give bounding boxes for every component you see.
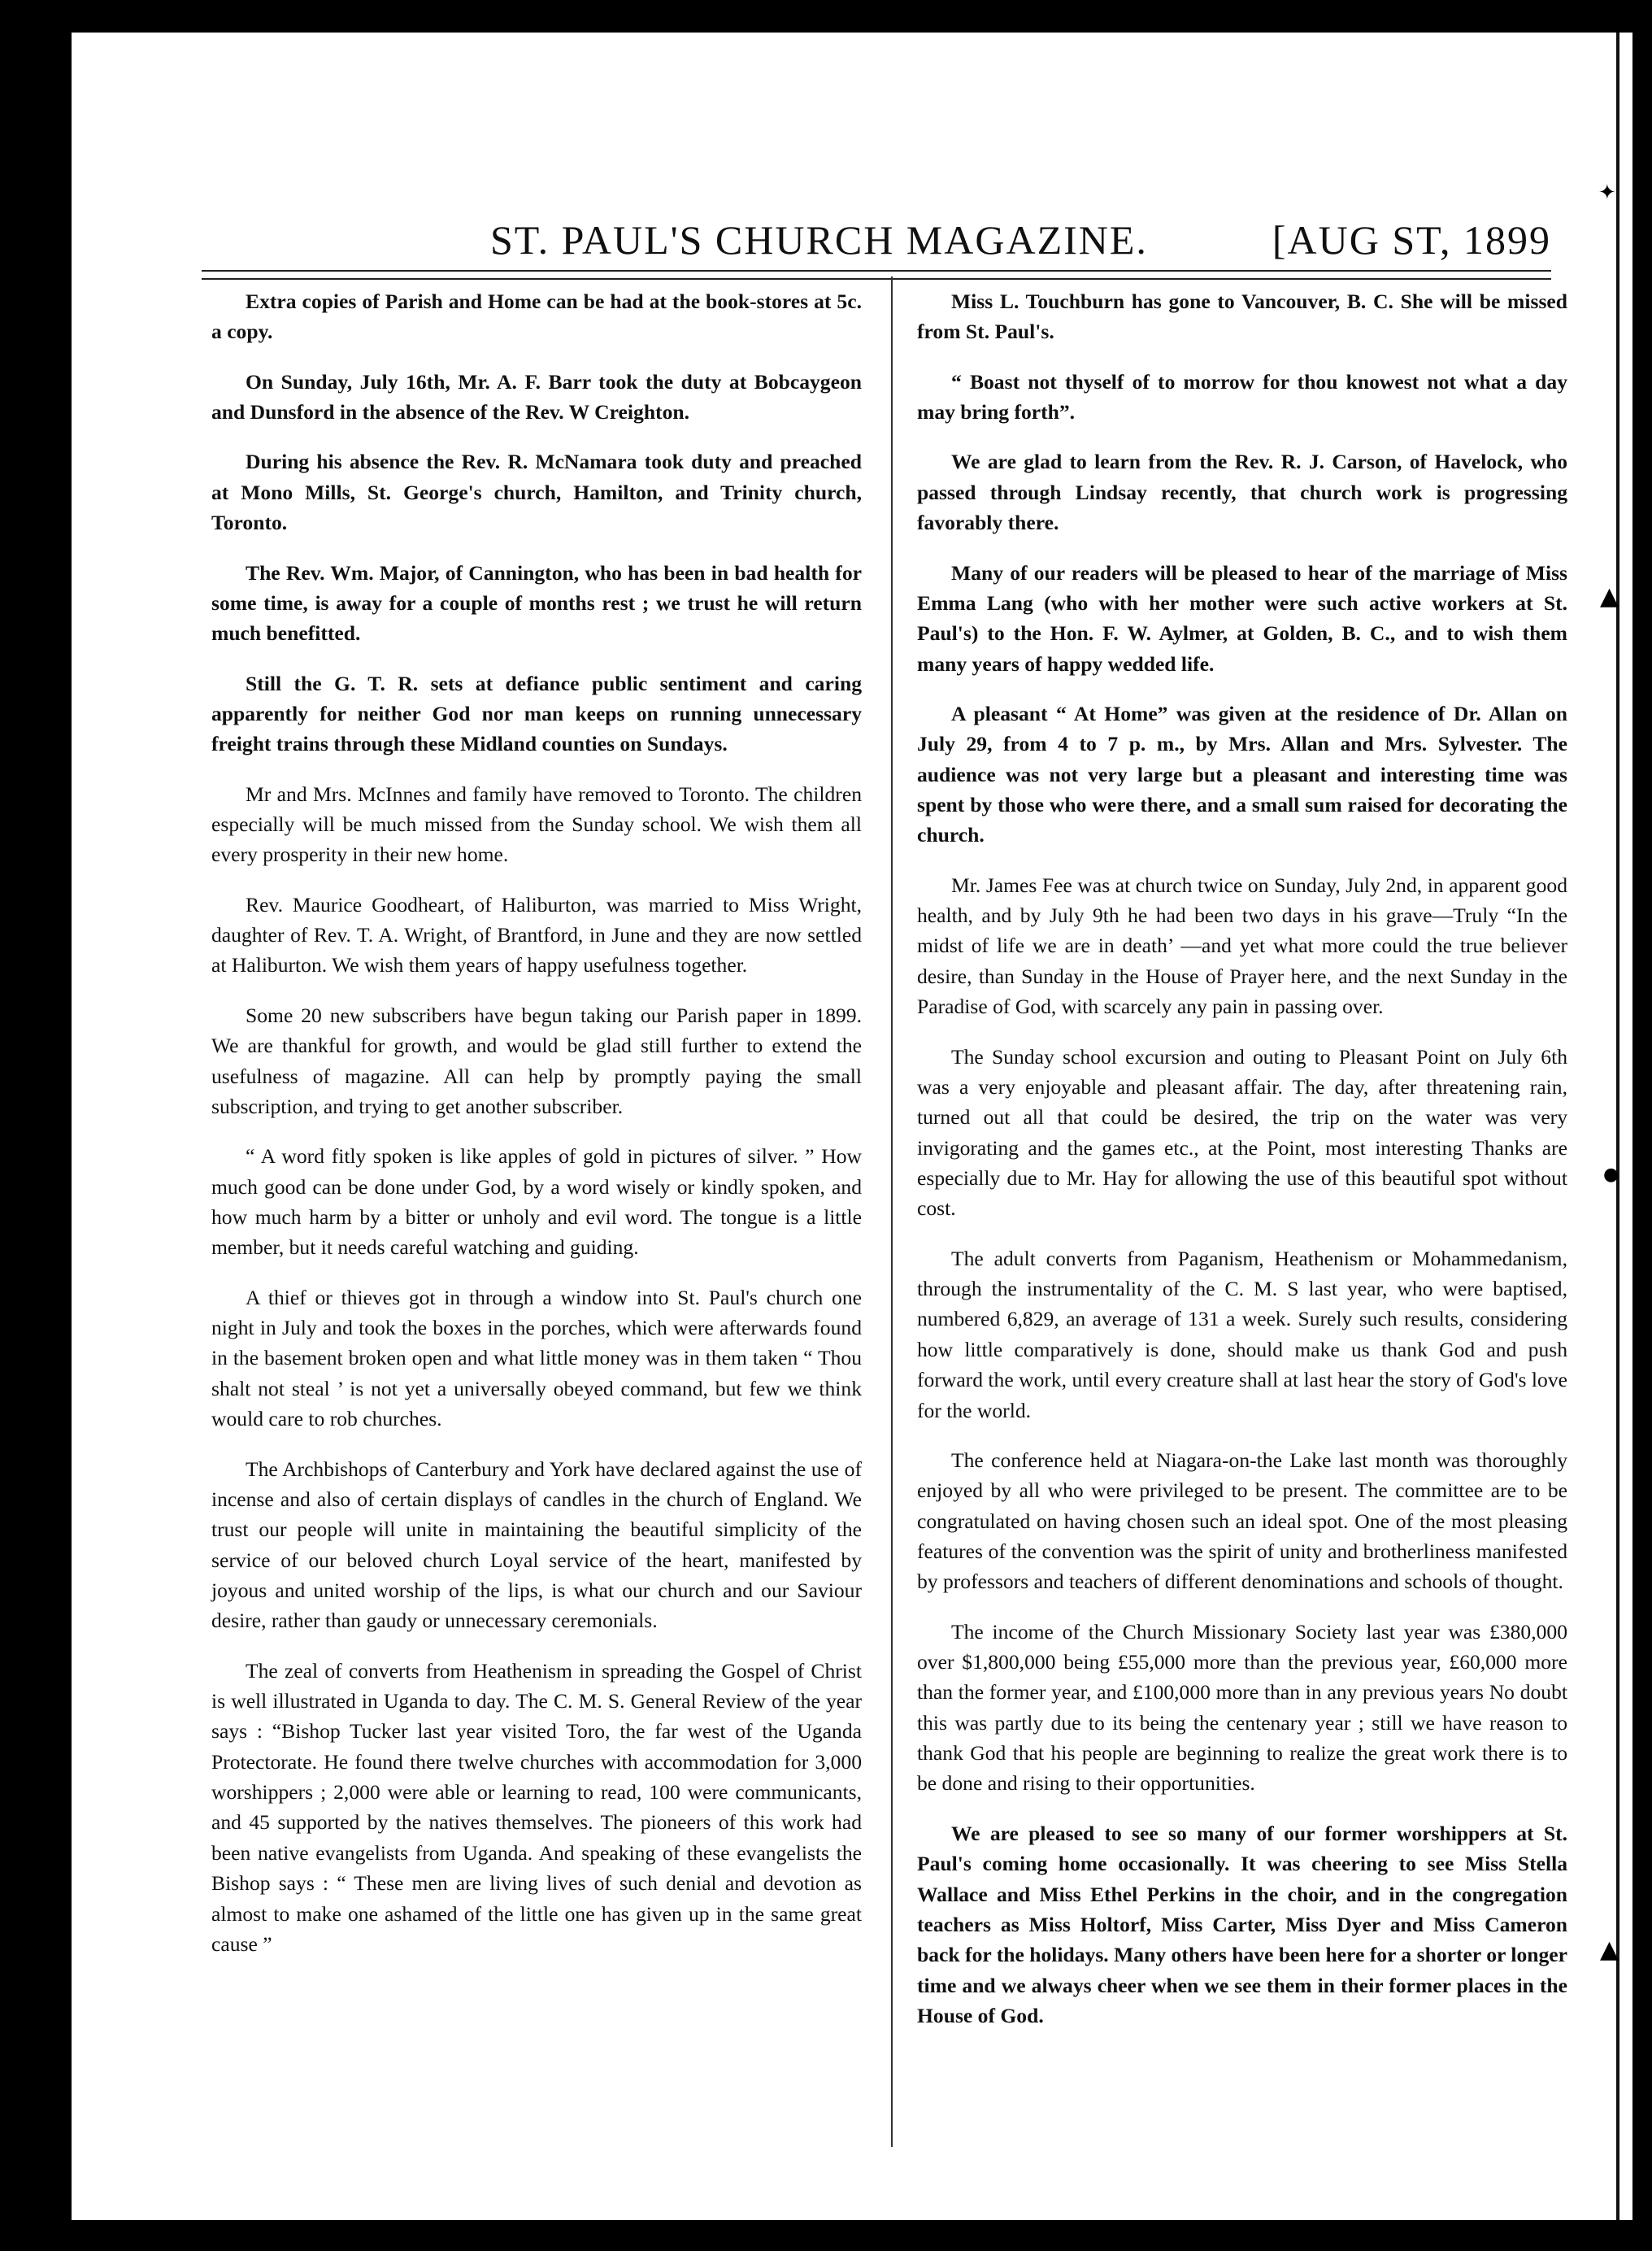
paragraph: Extra copies of Parish and Home can be had at the book-stores at 5c. a copy.	[211, 290, 862, 344]
paragraph: Still the G. T. R. sets at defiance public sentiment and caring apparently for neither God nor man keeps on running unnecessary freight trains through these Midland counties on Sundays.	[211, 671, 862, 756]
paragraph: We are pleased to see so many of our former worshippers at St. Paul's coming home occasionally. It was cheering to see Miss Stella Wallace and Miss Ethel Perkins in the choir, and in the congregation teachers as Miss Holtorf, Miss Carter, Miss Dyer and Miss Cameron back for the holidays. Many others have been here for a shorter or longer time and we always cheer when we see them in their former places in the House of God.	[917, 1821, 1567, 2027]
edge-dot-icon: ●	[1603, 1165, 1619, 1185]
paragraph: The Rev. Wm. Major, of Cannington, who has been in bad health for some time, is away for a couple of months rest ; we trust he will return much benefitted.	[211, 560, 862, 646]
issue-date: [AUG ST, 1899	[1272, 217, 1551, 263]
magazine-title: ST. PAUL'S CHURCH MAGAZINE.	[490, 217, 1148, 263]
paragraph: The conference held at Niagara-on-the Lake last month was thoroughly enjoyed by all who were privileged to be present. The committee are to be congratulated on having chosen such an ideal spot. One of the most pleasing features of the convention was the spirit of unity and brotherliness manifested by professors and teachers of different denominations and schools of thought.	[917, 1448, 1567, 1594]
edge-arrow-icon: ▲	[1600, 582, 1619, 611]
paragraph: The income of the Church Missionary Society last year was £380,000 over $1,800,000 being £55,000 more than the previous year, £60,000 more than the former year, and £100,000 more than in any previous years No doubt this was partly due to its being the centenary year ; still we have reason to thank God that his people are beginning to realize the great work there is to be done and rising to their opportunities.	[917, 1619, 1567, 1796]
edge-arrow-icon: ▲	[1600, 1935, 1619, 1964]
paragraph: During his absence the Rev. R. McNamara took duty and preached at Mono Mills, St. George's church, Hamilton, and Trinity church, Toronto.	[211, 450, 862, 535]
paragraph: We are glad to learn from the Rev. R. J. Carson, of Havelock, who passed through Lindsay recently, that church work is progressing favorably there.	[917, 450, 1567, 535]
paragraph: A thief or thieves got in through a window into St. Paul's church one night in July and took the boxes in the porches, which were afterwards found in the basement broken open and what little money was in them taken “ Thou shalt not steal ’ is not yet a universally obeyed command, but few we think would care to rob churches.	[211, 1285, 862, 1431]
paragraph: The Sunday school excursion and outing to Pleasant Point on July 6th was a very enjoyable and pleasant affair. The day, after threatening rain, turned out all that could be desired, the trip on the water was very invigorating and the games etc., at the Point, most interesting Thanks are especially due to Mr. Hay for allowing the use of this beautiful spot without cost.	[917, 1044, 1567, 1221]
masthead	[202, 187, 1551, 268]
paragraph: Rev. Maurice Goodheart, of Haliburton, was married to Miss Wright, daughter of Rev. T. A. Wright, of Brantford, in June and they are now settled at Haliburton. We wish them years of happy usefulness together.	[211, 892, 862, 977]
paragraph: The adult converts from Paganism, Heathenism or Mohammedanism, through the instrumentality of the C. M. S last year, who were baptised, numbered 6,829, an average of 131 a week. Surely such results, considering how little comparatively is done, should make us thank God and push forward the work, until every creature shall at last hear the story of God's love for the world.	[917, 1246, 1567, 1422]
paragraph: Many of our readers will be pleased to hear of the marriage of Miss Emma Lang (who with her mother were such active workers at St. Paul's) to the Hon. F. W. Aylmer, at Golden, B. C., and to wish them many years of happy wedded life.	[917, 560, 1567, 676]
left-column	[211, 286, 862, 1979]
right-column	[917, 286, 1567, 2050]
column-divider	[891, 276, 893, 2147]
paragraph: “ Boast not thyself of to morrow for thou knowest not what a day may bring forth”.	[917, 369, 1567, 425]
paragraph: The Archbishops of Canterbury and York have declared against the use of incense and also of certain displays of candles in the church of England. We trust our people will unite in maintaining the beautiful simplicity of the service of our beloved church Loyal service of the heart, manifested by joyous and united worship of the lips, is what our church and our Saviour desire, rather than gaudy or unnecessary ceremonials.	[211, 1456, 862, 1633]
magazine-sheet	[72, 33, 1632, 2220]
paragraph: Mr. James Fee was at church twice on Sunday, July 2nd, in apparent good health, and by July 9th he had been two days in his grave—Truly “In the midst of life we are in death’ —and yet what more could the true believer desire, than Sunday in the House of Prayer here, and the next Sunday in the Paradise of God, with scarcely any pain in passing over.	[917, 873, 1567, 1019]
paragraph: On Sunday, July 16th, Mr. A. F. Barr took the duty at Bobcaygeon and Dunsford in the absence of the Rev. W Creighton.	[211, 369, 862, 425]
paragraph: Mr and Mrs. McInnes and family have removed to Toronto. The children especially will be much missed from the Sunday school. We wish them all every prosperity in their new home.	[211, 782, 862, 867]
paragraph: “ A word fitly spoken is like apples of gold in pictures of silver. ” How much good can be done under God, by a word wisely or kindly spoken, and how much harm by a bitter or unholy and evil word. The tongue is a little member, but it needs careful watching and guiding.	[211, 1144, 862, 1260]
binding-edge	[1616, 33, 1619, 2220]
paragraph: A pleasant “ At Home” was given at the residence of Dr. Allan on July 29, from 4 to 7 p. m., by Mrs. Allan and Mrs. Sylvester. The audience was not very large but a pleasant and interesting time was spent by those who were there, and a small sum raised for decorating the church.	[917, 701, 1567, 847]
masthead-rule	[202, 270, 1551, 280]
paragraph: The zeal of converts from Heathenism in spreading the Gospel of Christ is well illustrated in Uganda to day. The C. M. S. General Review of the year says : “Bishop Tucker last year visited Toro, the far west of the Uganda Protectorate. He found there twelve churches with accommodation for 3,000 worshippers ; 2,000 were able or learning to read, 100 were communicants, and 45 supported by the natives themselves. The pioneers of this work had been native evangelists from Uganda. And speaking of these evangelists the Bishop says : “ These men are living lives of such denial and devotion as almost to make one ashamed of the little one has given up in the same great cause ”	[211, 1658, 862, 1956]
edge-mark-icon: ✦	[1598, 181, 1616, 205]
paragraph: Miss L. Touchburn has gone to Vancouver, B. C. She will be missed from St. Paul's.	[917, 290, 1567, 344]
paragraph: Some 20 new subscribers have begun taking our Parish paper in 1899. We are thankful for growth, and would be glad still further to extend the usefulness of magazine. All can help by promptly paying the small subscription, and trying to get another subscriber.	[211, 1003, 862, 1118]
